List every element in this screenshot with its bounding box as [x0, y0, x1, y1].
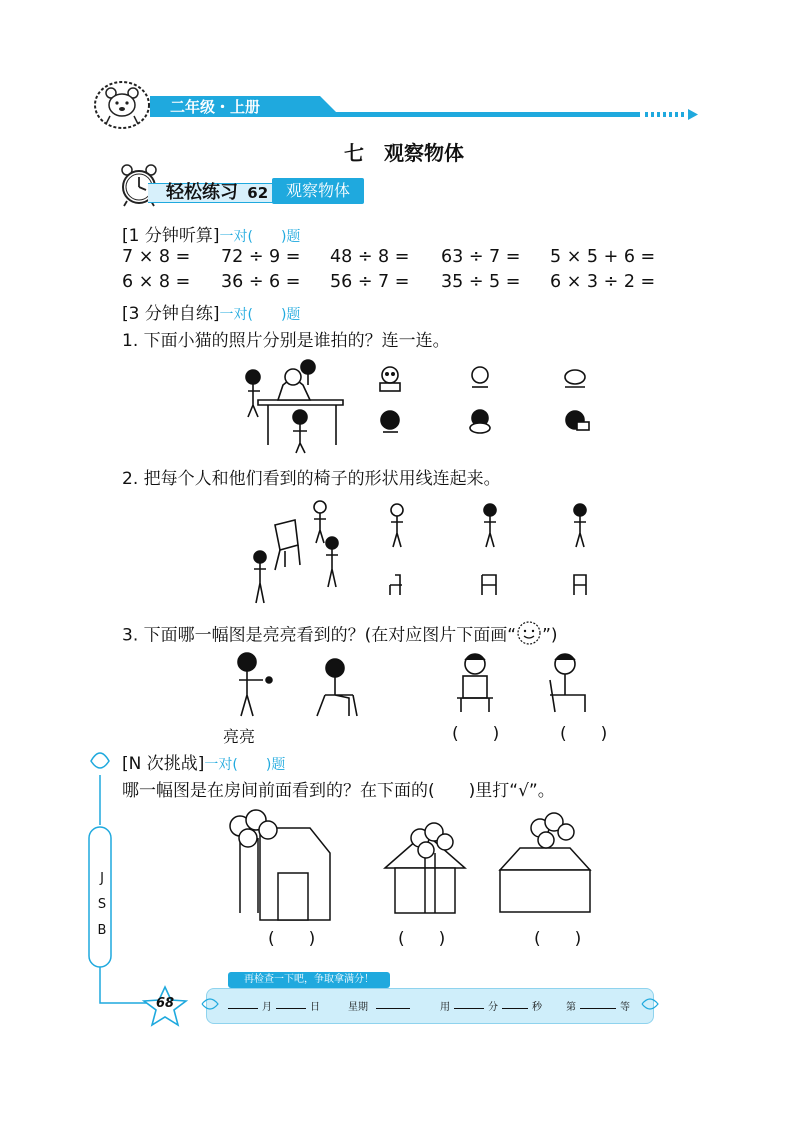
section-1-heading	[122, 221, 300, 246]
blank-line[interactable]	[228, 1008, 258, 1009]
arith-item: 5 × 5 + 6 =	[550, 247, 656, 267]
field-label: 第	[566, 1002, 576, 1013]
field-label: 秒	[532, 1002, 542, 1013]
answer-paren[interactable]: ( )	[398, 929, 446, 949]
field-label: 日	[310, 1002, 320, 1013]
section-3-score: 一对( )题	[204, 757, 286, 773]
grade-tag: 二年级・上册	[170, 98, 261, 116]
q3-illustration	[225, 650, 615, 726]
section-1-score: 一对( )题	[219, 229, 301, 245]
question-3-text: 3. 下面哪一幅图是亮亮看到的？(在对应图片下面画“	[122, 625, 517, 646]
page-number: 68	[155, 996, 175, 1011]
side-letter: S	[97, 897, 107, 912]
footer-fields	[228, 998, 638, 1016]
section-3-title: [N 次挑战]	[122, 754, 205, 774]
answer-paren[interactable]: ( )	[452, 724, 500, 744]
arith-item: 56 ÷ 7 =	[330, 272, 410, 292]
field-label: 月	[262, 1002, 272, 1013]
blank-line[interactable]	[276, 1008, 306, 1009]
chapter-title: 七 观察物体	[344, 141, 464, 165]
answer-paren[interactable]: ( )	[560, 724, 608, 744]
section-3-heading	[122, 749, 285, 774]
arith-item: 36 ÷ 6 =	[221, 272, 301, 292]
smiley-icon	[516, 620, 542, 651]
question-3	[122, 620, 558, 651]
arith-item: 6 × 8 =	[122, 272, 191, 292]
arith-item: 48 ÷ 8 =	[330, 247, 410, 267]
question-1: 1. 下面小猫的照片分别是谁拍的？连一连。	[122, 331, 450, 351]
footer-slogan: 再检查一下吧，争取拿满分！	[244, 974, 374, 985]
arith-item: 72 ÷ 9 =	[221, 247, 301, 267]
question-4: 哪一幅图是在房间前面看到的？在下面的( )里打“√”。	[122, 781, 555, 801]
blank-line[interactable]	[580, 1008, 616, 1009]
section-2-title: [3 分钟自练]	[122, 304, 220, 324]
field-label: 星期	[348, 1002, 368, 1013]
field-label: 用	[440, 1002, 450, 1013]
section-1-title: [1 分钟听算]	[122, 226, 220, 246]
blank-line[interactable]	[454, 1008, 484, 1009]
practice-number: 62	[247, 184, 269, 202]
arith-item: 35 ÷ 5 =	[441, 272, 521, 292]
side-label	[95, 866, 109, 944]
question-2: 2. 把每个人和他们看到的椅子的形状用线连起来。	[122, 469, 501, 489]
answer-paren[interactable]: ( )	[534, 929, 582, 949]
blank-line[interactable]	[376, 1008, 410, 1009]
liangliang-label: 亮亮	[223, 727, 256, 746]
arith-item: 63 ÷ 7 =	[441, 247, 521, 267]
answer-paren[interactable]: ( )	[268, 929, 316, 949]
field-label: 等	[620, 1002, 630, 1013]
arith-item: 6 × 3 ÷ 2 =	[550, 272, 656, 292]
side-letter: J	[100, 871, 104, 886]
practice-label	[166, 178, 268, 204]
q4-illustration	[220, 808, 600, 927]
practice-topic-tag	[272, 178, 364, 204]
q1-illustration	[238, 355, 608, 459]
section-2-heading	[122, 299, 300, 324]
bear-logo	[92, 78, 152, 134]
practice-label-text: 轻松练习	[166, 182, 238, 203]
question-3-end: ”)	[542, 625, 558, 646]
practice-topic: 观察物体	[285, 181, 350, 200]
section-2-score: 一对( )题	[219, 307, 301, 323]
arith-row-1	[0, 247, 800, 271]
arith-row-2	[0, 272, 800, 296]
q2-illustration	[240, 495, 600, 614]
arith-item: 7 × 8 =	[122, 247, 191, 267]
side-letter: B	[97, 923, 107, 938]
field-label: 分	[488, 1002, 498, 1013]
blank-line[interactable]	[502, 1008, 528, 1009]
